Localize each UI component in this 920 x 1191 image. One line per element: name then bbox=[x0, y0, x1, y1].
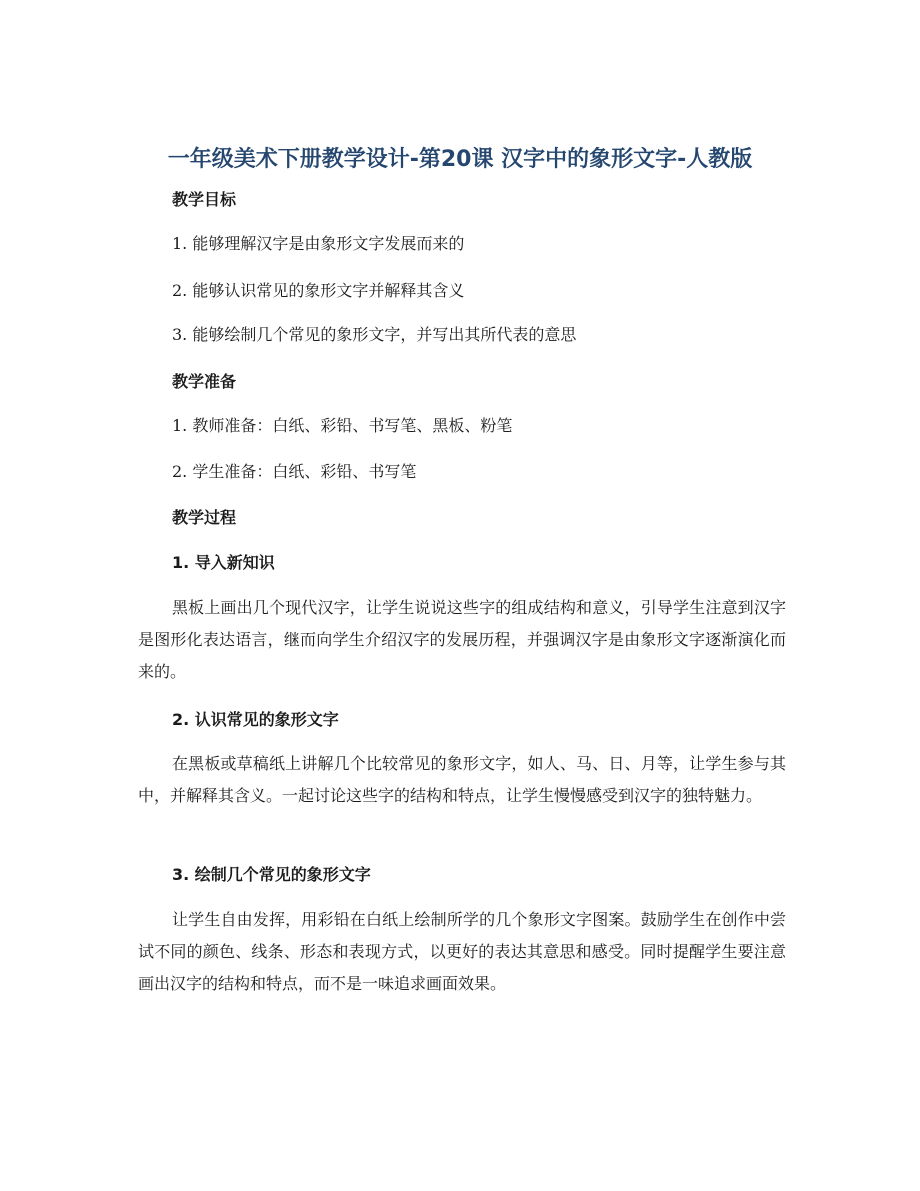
section-heading-preparation: 教学准备 bbox=[172, 372, 237, 391]
document-title: 一年级美术下册教学设计-第20课 汉字中的象形文字-人教版 bbox=[167, 147, 753, 172]
preparation-item: 2. 学生准备：白纸、彩铅、书写笔 bbox=[172, 462, 417, 481]
section-heading-objectives: 教学目标 bbox=[172, 190, 237, 209]
process-step-heading: 3. 绘制几个常见的象形文字 bbox=[172, 865, 371, 884]
process-step-paragraph: 黑板上画出几个现代汉字，让学生说说这些字的组成结构和意义，引导学生注意到汉字是图形化表达语言，继而向学生介绍汉字的发展历程，并强调汉字是由象形文字逐渐演化而来的。 bbox=[138, 598, 786, 681]
process-step-heading: 1. 导入新知识 bbox=[172, 553, 275, 572]
objective-item: 2. 能够认识常见的象形文字并解释其含义 bbox=[172, 281, 465, 300]
preparation-item: 1. 教师准备：白纸、彩铅、书写笔、黑板、粉笔 bbox=[172, 416, 513, 435]
objective-item: 3. 能够绘制几个常见的象形文字，并写出其所代表的意思 bbox=[172, 325, 577, 344]
section-heading-process: 教学过程 bbox=[172, 508, 237, 527]
process-step-heading: 2. 认识常见的象形文字 bbox=[172, 710, 339, 729]
process-step-paragraph: 让学生自由发挥，用彩铅在白纸上绘制所学的几个象形文字图案。鼓励学生在创作中尝试不同的颜色、线条、形态和表现方式，以更好的表达其意思和感受。同时提醒学生要注意画出汉字的结构和特点，而不是一味追求画面效果。 bbox=[138, 910, 786, 993]
objective-item: 1. 能够理解汉字是由象形文字发展而来的 bbox=[172, 234, 465, 253]
process-step-paragraph: 在黑板或草稿纸上讲解几个比较常见的象形文字，如人、马、日、月等，让学生参与其中，并解释其含义。一起讨论这些字的结构和特点，让学生慢慢感受到汉字的独特魅力。 bbox=[138, 754, 786, 805]
